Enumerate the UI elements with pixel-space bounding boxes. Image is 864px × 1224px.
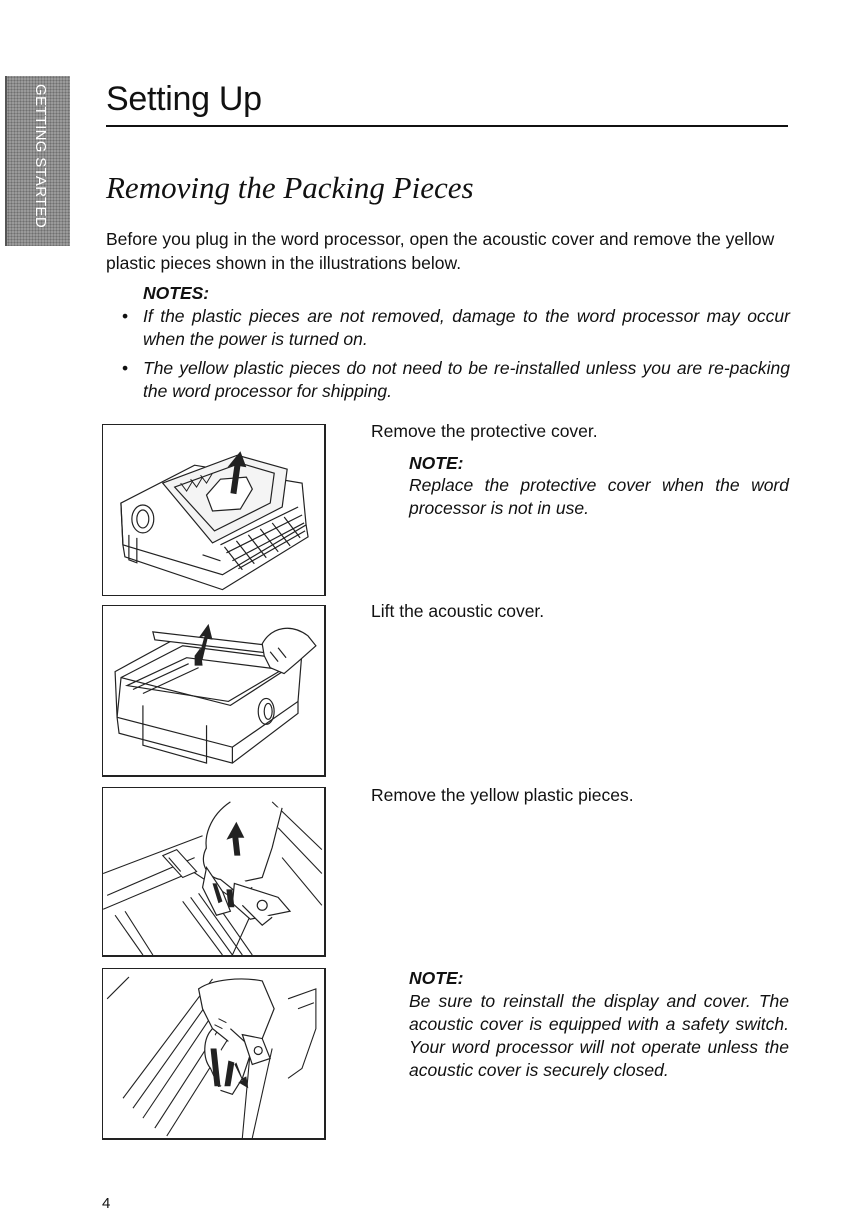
title-rule: [106, 125, 788, 127]
side-tab-label: GETTING STARTED: [32, 84, 49, 228]
notes-list: [120, 305, 790, 409]
step-remove-plastic-pieces: Remove the yellow plastic pieces.: [371, 785, 634, 805]
final-note-body: Be sure to reinstall the display and cover. The acoustic cover is equipped with a safety switch. Your word processor will not operate unless the acoustic cover is securely closed.: [409, 991, 789, 1080]
page-number: 4: [102, 1195, 111, 1212]
figure-lift-acoustic-cover: [102, 605, 326, 777]
figure-remove-plastic-pieces: [102, 787, 326, 957]
figure-reinstall-cover: [102, 968, 326, 1140]
page-title: Setting Up: [106, 80, 262, 118]
reinstall-illustration: [103, 969, 324, 1138]
step-note-body: Replace the protective cover when the word processor is not in use.: [409, 475, 789, 518]
final-note-title: NOTE:: [409, 968, 464, 988]
note-item: [120, 305, 790, 351]
plastic-pieces-illustration: [103, 788, 324, 955]
note-text: The yellow plastic pieces do not need to be re-installed unless you are re-packing the word processor for shipping.: [143, 358, 790, 401]
acoustic-cover-illustration: [103, 606, 324, 775]
note-text: If the plastic pieces are not removed, damage to the word processor may occur when the power is turned on.: [143, 306, 790, 349]
step-remove-protective-cover: Remove the protective cover.: [371, 421, 598, 441]
bullet: •: [122, 358, 129, 378]
word-processor-illustration: [103, 425, 324, 595]
step-note-title: NOTE:: [409, 453, 464, 473]
intro-paragraph: Before you plug in the word processor, open the acoustic cover and remove the yellow plastic pieces shown in the illustrations below.: [106, 229, 775, 273]
notes-label: NOTES:: [143, 283, 210, 303]
note-item: [120, 357, 790, 403]
section-title: Removing the Packing Pieces: [106, 170, 474, 205]
step-lift-acoustic-cover: Lift the acoustic cover.: [371, 601, 545, 621]
bullet: •: [122, 306, 129, 326]
figure-remove-protective-cover: [102, 424, 326, 596]
